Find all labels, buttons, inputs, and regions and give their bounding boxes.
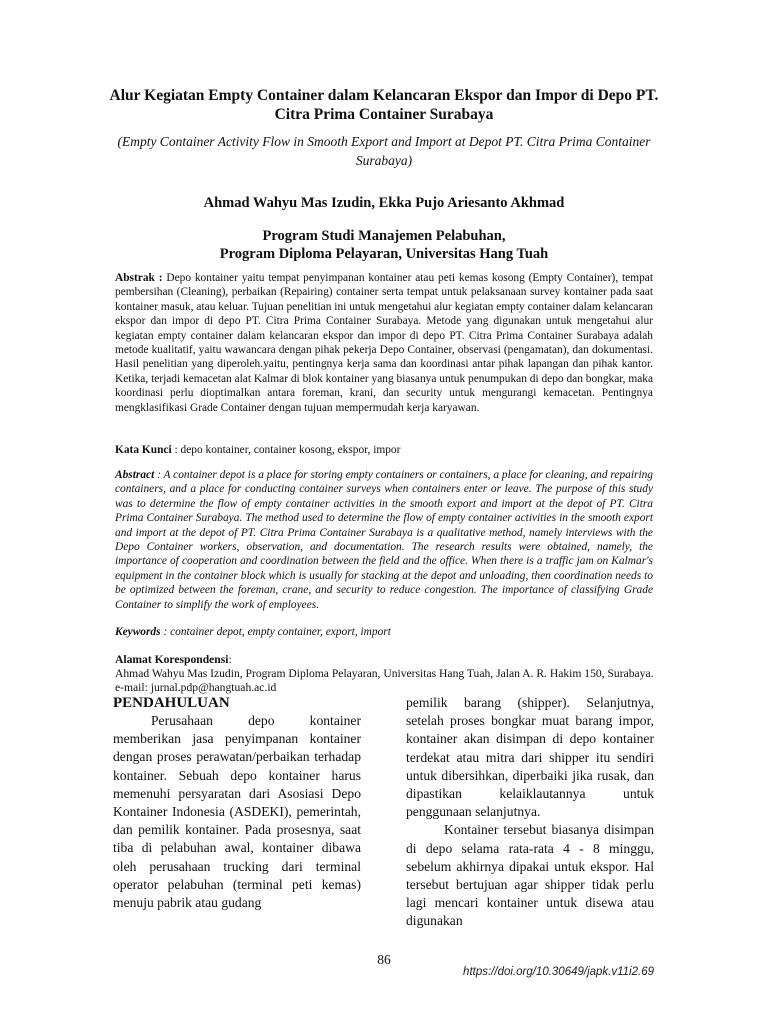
affiliation xyxy=(100,228,668,263)
section-heading: PENDAHULUAN xyxy=(113,695,230,711)
body-paragraph: Kontainer tersebut biasanya disimpan di depo selama rata-rata 4 - 8 minggu, sebelum akhirnya dipakai untuk ekspor. Hal tersebut bertujuan agar shipper tidak perlu lagi mencari kontainer untuk disewa atau digunakan xyxy=(406,822,654,929)
paper-subtitle: (Empty Container Activity Flow in Smooth Export and Import at Depot PT. Citra Prima Container Surabaya) xyxy=(117,134,651,168)
correspondence-heading xyxy=(115,653,653,667)
kata-kunci-text: : depo kontainer, container kosong, ekspor, impor xyxy=(174,444,401,456)
abstract-english xyxy=(115,468,653,612)
body-column-left xyxy=(113,694,361,912)
body-paragraph: pemilik barang (shipper). Selanjutnya, setelah proses bongkar muat barang impor, kontainer akan disimpan di depo kontainer terdekat atau mitra dari shipper itu sendiri untuk dibersihkan, diperbaiki jika rusak, dan dipastikan kelaiklautannya untuk penggunaan selanjutnya. xyxy=(406,695,654,820)
affiliation-line-2: Program Diploma Pelayaran, Universitas Hang Tuah xyxy=(219,245,549,262)
doi-link[interactable]: https://doi.org/10.30649/japk.v11i2.69 xyxy=(463,966,654,978)
abstract-label: Abstrak : xyxy=(115,272,163,284)
abstract-indonesian xyxy=(115,271,653,415)
page-number: 86 xyxy=(377,952,391,967)
body-paragraph: Perusahaan depo kontainer memberikan jasa penyimpanan kontainer dengan proses perawatan/perbaikan terhadap kontainer. Sebuah depo kontainer harus memenuhi persyaratan dari Asosiasi Depo Kontainer Indonesia (ASDEKI), pemerintah, dan pemilik kontainer. Pada prosesnya, saat tiba di pelabuhan awal, kontainer dibawa oleh perusahaan trucking dari terminal operator pelabuhan (terminal peti kemas) menuju pabrik atau gudang xyxy=(113,713,361,911)
affiliation-line-1: Program Studi Manajemen Pelabuhan, xyxy=(262,228,506,244)
body-column-right xyxy=(406,694,654,931)
correspondence-colon: : xyxy=(228,653,232,666)
author-list: Ahmad Wahyu Mas Izudin, Ekka Pujo Ariesanto Akhmad xyxy=(203,195,565,211)
paper-title: Alur Kegiatan Empty Container dalam Kelancaran Ekspor dan Impor di Depo PT. Citra Prima Container Surabaya xyxy=(109,87,659,123)
kata-kunci-label: Kata Kunci xyxy=(115,444,172,456)
correspondence-text: Ahmad Wahyu Mas Izudin, Program Diploma Pelayaran, Universitas Hang Tuah, Jalan A. R. Hakim 150, Surabaya. e-mail: jurnal.pdp@hangtuah.ac.id xyxy=(115,667,654,694)
abstract-en-label: Abstract xyxy=(115,469,155,481)
keywords-label: Keywords xyxy=(115,626,161,638)
kata-kunci xyxy=(115,443,653,457)
abstract-text: Depo kontainer yaitu tempat penyimpanan kontainer atau peti kemas kosong (Empty Container), tempat pembersihan (Cleaning), perbaikan (Repairing) container serta tempat untuk pelaksanaan survey kontainer pada saat kontainer masuk, atau keluar. Tujuan penelitian ini untuk mengetahui alur kegiatan empty container dalam kelancaran ekspor dan impor di depo PT. Citra Prima Container Surabaya. Metode yang digunakan untuk mengetahui alur kegiatan empty container dalam kelancaran ekspor dan impor di depo PT. Citra Prima Container Surabaya adalah metode kualitatif, yaitu wawancara dengan pihak pekerja Depo Container, observasi (pengamatan), dan dokumentasi. Hasil penelitian yang diperoleh.yaitu, pentingnya kerja sama dan koordinasi antar pihak lapangan dan pihak kantor. Ketika, terjadi kemacetan alat Kalmar di blok kontainer yang biasanya untuk penumpukan di depo dan bongkar, maka koordinasi perlu dioptimalkan antara foreman, krani, dan security untuk mengurangi kemacetan. Pentingnya mengklasifikasi Grade Container dengan tujuan mempermudah kerja karyawan. xyxy=(115,272,654,414)
correspondence-label: Alamat Korespondensi xyxy=(115,653,229,666)
keywords-text: : container depot, empty container, export, import xyxy=(163,626,391,638)
keywords xyxy=(115,625,653,639)
abstract-en-text: : A container depot is a place for storing empty containers or containers, a place for cleaning, and repairing containers, and a place for conducting container surveys when containers enter or leave. The purpose of this study was to determine the flow of empty container activities in the smooth export and import at the depot of PT. Citra Prima Container Surabaya. The method used to determine the flow of empty container activities in the smooth export and import at the depot of PT. Citra Prima Container Surabaya is a qualitative method, namely interviews with the Depo Container workers, observation, and documentation. The research results were obtained, namely, the importance of cooperation and coordination between the field and the office. When there is a traffic jam on Kalmar's equipment in the container block which is usually for stacking at the depot and unloading, then coordination needs to be optimized between the foreman, crane, and security to reduce congestion. The importance of classifying Grade Container to simplify the work of employees. xyxy=(115,469,653,611)
